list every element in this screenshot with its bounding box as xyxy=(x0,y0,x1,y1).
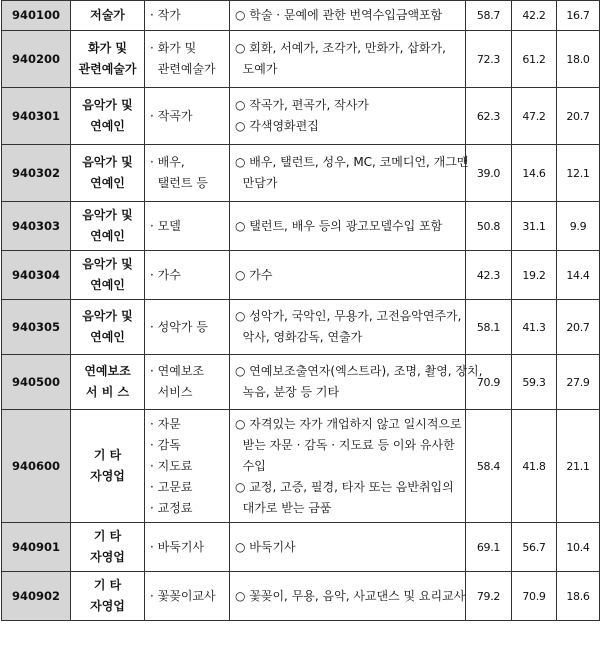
rate-value-3: 18.6 xyxy=(557,572,600,621)
description-cell xyxy=(230,251,466,300)
category-cell-line: 음악가 및 xyxy=(82,98,133,112)
subcategory-cell xyxy=(145,88,230,145)
category-cell-line: 화가 및 xyxy=(88,41,127,55)
table-row xyxy=(2,355,600,410)
subcategory-cell xyxy=(145,202,230,251)
description-cell-line: 수입 xyxy=(235,458,266,473)
description-cell xyxy=(230,202,466,251)
subcategory-cell-line: · 화가 및 xyxy=(150,41,197,55)
rate-value-3: 9.9 xyxy=(557,202,600,251)
subcategory-cell-line: 탤런트 등 xyxy=(150,176,208,190)
description-cell-line: 도예가 xyxy=(235,62,278,76)
rate-value-2: 41.8 xyxy=(512,410,557,523)
description-cell-line: 녹음, 분장 등 기타 xyxy=(235,385,340,399)
category-cell-line: 음악가 및 xyxy=(82,309,133,323)
code-cell: 940600 xyxy=(2,410,71,523)
rate-value-2: 31.1 xyxy=(512,202,557,251)
subcategory-cell-line: · 배우, xyxy=(150,155,185,169)
subcategory-cell xyxy=(145,145,230,202)
subcategory-cell xyxy=(145,410,230,523)
description-cell-line: 악사, 영화감독, 연출가 xyxy=(235,330,363,344)
description-cell-line: ○ 작곡가, 편곡가, 작사가 xyxy=(235,98,369,112)
category-cell-line: 연예인 xyxy=(90,119,125,133)
subcategory-cell-line: 관련예술가 xyxy=(150,62,216,76)
rate-value-1: 42.3 xyxy=(466,251,512,300)
category-cell xyxy=(71,572,145,621)
category-cell-line: 연예인 xyxy=(90,229,125,243)
category-cell xyxy=(71,145,145,202)
rate-value-1: 62.3 xyxy=(466,88,512,145)
category-cell-line: 음악가 및 xyxy=(82,155,133,169)
table-row xyxy=(2,1,600,31)
rate-value-2: 14.6 xyxy=(512,145,557,202)
description-cell-line: ○ 연예보조출연자(엑스트라), 조명, 촬영, 장치, xyxy=(235,364,483,378)
table-row xyxy=(2,410,600,523)
subcategory-cell xyxy=(145,523,230,572)
category-cell-line: 음악가 및 xyxy=(82,208,133,222)
subcategory-cell-line: · 지도료 xyxy=(150,458,193,473)
category-cell-line: 기 타 xyxy=(93,529,122,543)
subcategory-cell-line: · 작곡가 xyxy=(150,108,193,123)
table-row xyxy=(2,300,600,355)
table-row xyxy=(2,523,600,572)
description-cell xyxy=(230,88,466,145)
code-cell: 940200 xyxy=(2,31,71,88)
category-cell-line: 기 타 xyxy=(93,448,122,462)
code-cell: 940901 xyxy=(2,523,71,572)
code-cell: 940303 xyxy=(2,202,71,251)
table-row xyxy=(2,251,600,300)
code-cell: 940305 xyxy=(2,300,71,355)
rate-value-2: 42.2 xyxy=(512,1,557,31)
category-cell xyxy=(71,88,145,145)
table-row xyxy=(2,202,600,251)
category-cell xyxy=(71,410,145,523)
code-cell: 940100 xyxy=(2,1,71,31)
description-cell-line: 대가로 받는 금품 xyxy=(235,500,332,515)
code-cell: 940902 xyxy=(2,572,71,621)
rate-value-2: 70.9 xyxy=(512,572,557,621)
description-cell-line: ○ 자격있는 자가 개업하지 않고 일시적으로 xyxy=(235,416,462,431)
rate-value-3: 27.9 xyxy=(557,355,600,410)
subcategory-cell-line: · 감독 xyxy=(150,437,181,452)
description-cell-line: 만담가 xyxy=(235,176,278,190)
description-cell-line: ○ 학술 · 문예에 관한 번역수입금액포함 xyxy=(235,8,443,22)
category-cell-line: 연예인 xyxy=(90,176,125,190)
rate-value-2: 59.3 xyxy=(512,355,557,410)
category-cell-line: 연예보조 xyxy=(84,364,131,378)
category-cell xyxy=(71,300,145,355)
category-cell-line: 음악가 및 xyxy=(82,257,133,271)
subcategory-cell-line: · 꽃꽂이교사 xyxy=(150,588,216,603)
category-cell-line: 연예인 xyxy=(90,330,125,344)
subcategory-cell xyxy=(145,1,230,31)
rate-value-2: 56.7 xyxy=(512,523,557,572)
subcategory-cell-line: · 작가 xyxy=(150,8,181,22)
category-cell-line: 자영업 xyxy=(90,550,125,564)
rate-value-3: 21.1 xyxy=(557,410,600,523)
rate-value-3: 20.7 xyxy=(557,88,600,145)
category-cell-line: 기 타 xyxy=(93,578,122,592)
description-cell-line: ○ 바둑기사 xyxy=(235,539,296,554)
category-cell xyxy=(71,31,145,88)
subcategory-cell xyxy=(145,251,230,300)
table-row xyxy=(2,31,600,88)
description-cell xyxy=(230,523,466,572)
code-cell: 940301 xyxy=(2,88,71,145)
subcategory-cell xyxy=(145,31,230,88)
rate-value-2: 47.2 xyxy=(512,88,557,145)
category-cell xyxy=(71,523,145,572)
rate-value-3: 16.7 xyxy=(557,1,600,31)
code-cell: 940500 xyxy=(2,355,71,410)
category-cell xyxy=(71,251,145,300)
description-cell-line: 받는 자문 · 감독 · 지도료 등 이와 유사한 xyxy=(235,437,455,452)
rate-value-1: 58.4 xyxy=(466,410,512,523)
rate-value-3: 10.4 xyxy=(557,523,600,572)
category-cell-line: 서 비 스 xyxy=(85,385,130,399)
table-row xyxy=(2,145,600,202)
description-cell xyxy=(230,300,466,355)
subcategory-cell-line: · 바둑기사 xyxy=(150,539,204,554)
rate-value-3: 14.4 xyxy=(557,251,600,300)
subcategory-cell xyxy=(145,300,230,355)
rate-value-2: 41.3 xyxy=(512,300,557,355)
description-cell xyxy=(230,1,466,31)
rate-value-3: 18.0 xyxy=(557,31,600,88)
description-cell xyxy=(230,31,466,88)
rate-value-1: 58.1 xyxy=(466,300,512,355)
rate-value-3: 12.1 xyxy=(557,145,600,202)
description-cell xyxy=(230,355,483,410)
description-cell-line: ○ 회화, 서예가, 조각가, 만화가, 삽화가, xyxy=(235,41,446,55)
code-cell: 940302 xyxy=(2,145,71,202)
rate-value-1: 69.1 xyxy=(466,523,512,572)
subcategory-cell-line: · 가수 xyxy=(150,267,181,282)
rate-value-1: 58.7 xyxy=(466,1,512,31)
subcategory-cell-line: · 교정료 xyxy=(150,500,193,515)
description-cell-line: ○ 탤런트, 배우 등의 광고모델수입 포함 xyxy=(235,218,443,233)
category-cell-line: 자영업 xyxy=(90,599,125,613)
rate-value-1: 50.8 xyxy=(466,202,512,251)
category-cell xyxy=(71,1,145,31)
description-cell-line: ○ 교정, 고증, 필경, 타자 또는 음반취입의 xyxy=(235,479,454,494)
rate-value-1: 79.2 xyxy=(466,572,512,621)
rate-value-1: 72.3 xyxy=(466,31,512,88)
code-cell: 940304 xyxy=(2,251,71,300)
category-cell-line: 저술가 xyxy=(90,8,125,22)
category-cell xyxy=(71,355,145,410)
rate-value-1: 39.0 xyxy=(466,145,512,202)
rate-table xyxy=(1,0,600,621)
description-cell xyxy=(230,572,466,621)
rate-value-1: 70.9 xyxy=(466,355,512,410)
subcategory-cell-line: · 자문 xyxy=(150,416,181,431)
subcategory-cell-line: · 고문료 xyxy=(150,479,193,494)
category-cell-line: 관련예술가 xyxy=(78,62,137,76)
category-cell xyxy=(71,202,145,251)
description-cell-line: ○ 성악가, 국악인, 무용가, 고전음악연주가, xyxy=(235,309,462,323)
subcategory-cell xyxy=(145,572,230,621)
table-row xyxy=(2,572,600,621)
description-cell-line: ○ 꽃꽂이, 무용, 음악, 사교댄스 및 요리교사 xyxy=(235,588,466,603)
subcategory-cell-line: 서비스 xyxy=(150,385,193,399)
description-cell-line: ○ 배우, 탤런트, 성우, MC, 코메디언, 개그맨 xyxy=(235,155,469,169)
table-row xyxy=(2,88,600,145)
table-body xyxy=(2,1,600,621)
rate-value-3: 20.7 xyxy=(557,300,600,355)
category-cell-line: 자영업 xyxy=(90,469,125,483)
subcategory-cell-line: · 연예보조 xyxy=(150,364,204,378)
subcategory-cell-line: · 성악가 등 xyxy=(150,319,208,334)
rate-value-2: 19.2 xyxy=(512,251,557,300)
subcategory-cell xyxy=(145,355,230,410)
rate-value-2: 61.2 xyxy=(512,31,557,88)
description-cell xyxy=(230,145,469,202)
description-cell-line: ○ 각색영화편집 xyxy=(235,119,319,133)
description-cell-line: ○ 가수 xyxy=(235,267,273,282)
subcategory-cell-line: · 모델 xyxy=(150,218,181,233)
description-cell xyxy=(230,410,466,523)
category-cell-line: 연예인 xyxy=(90,278,125,292)
